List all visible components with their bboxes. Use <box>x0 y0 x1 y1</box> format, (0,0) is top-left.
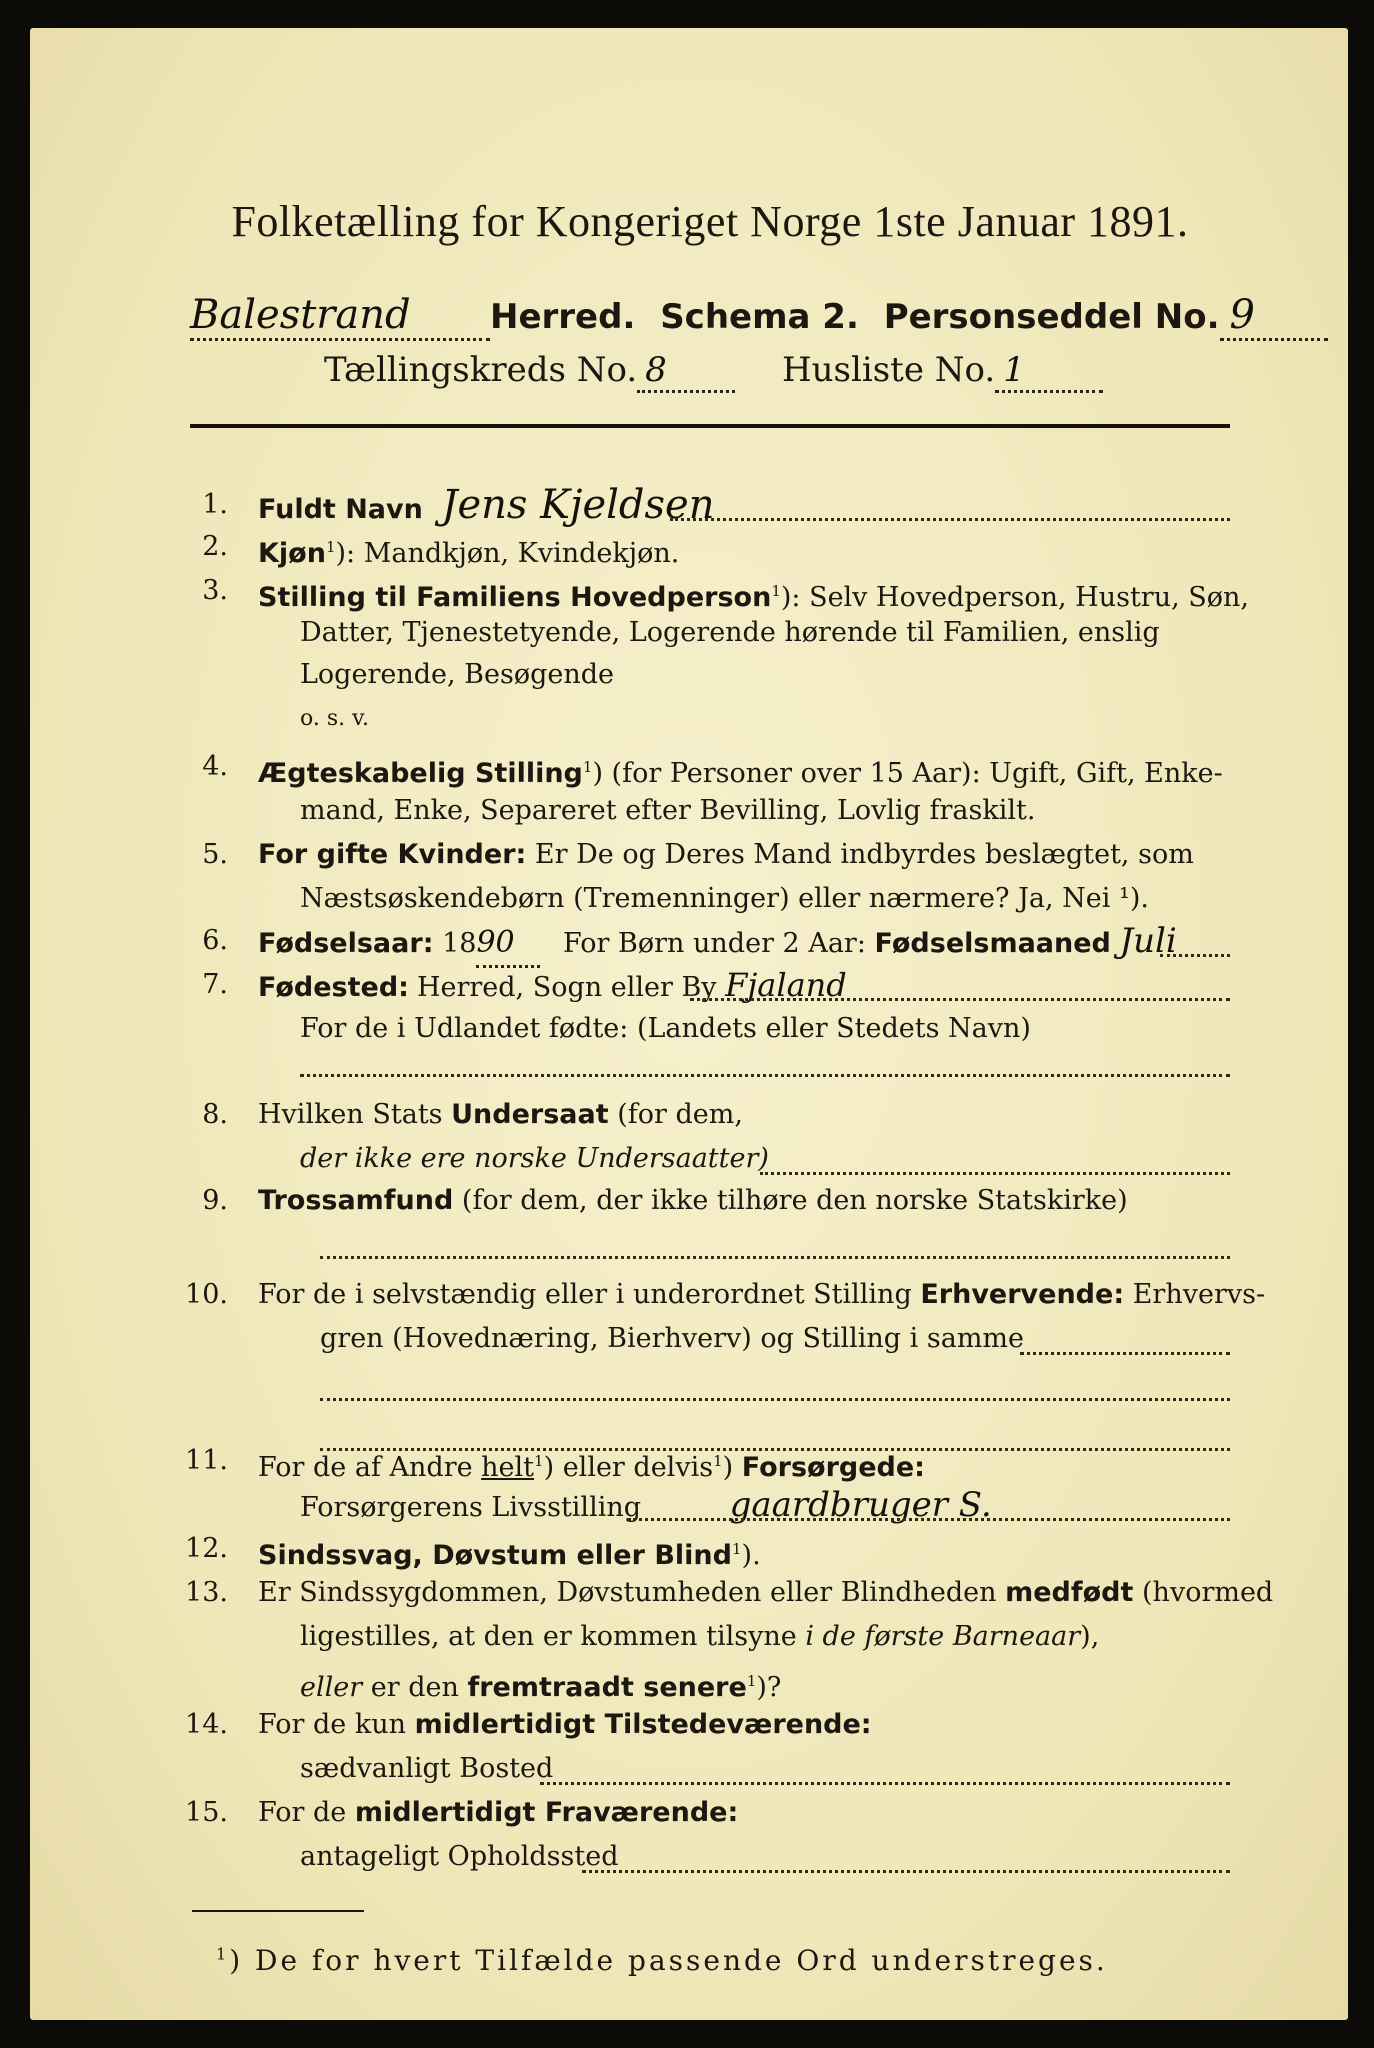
item-3-line1: Stilling til Familiens Hovedperson$^1$): Selv Hovedperson, Hustru, Søn, <box>258 582 1249 613</box>
item-text: )? <box>756 1672 782 1703</box>
dotted-fill <box>1020 1352 1230 1355</box>
footnote-rule <box>192 1910 364 1912</box>
item-label: For gifte Kvinder: <box>258 839 527 870</box>
item-label: Fødselsaar: <box>258 928 434 959</box>
birthplace-value: Fjaland <box>725 966 847 1004</box>
form-title: Folketælling for Kongeriget Norge 1ste Januar 1891. <box>231 197 1189 246</box>
dotted-fill <box>320 1256 1230 1259</box>
item-label: Fuldt Navn <box>258 494 423 525</box>
item-text: Næstsøskendebørn (Tremenninger) eller nærmere? Ja, Nei ¹). <box>300 883 1149 914</box>
item-label: Fødselsmaaned <box>874 928 1111 959</box>
item-label: Kjøn <box>258 538 326 569</box>
item-8-line1 <box>258 1094 1230 1136</box>
gender-options: Mandkjøn, Kvindekjøn. <box>363 538 680 569</box>
personseddel-label: Personseddel No. <box>883 297 1220 337</box>
census-form <box>30 28 1348 2020</box>
footnote <box>216 1944 1108 1977</box>
item-text: mand, Enke, Separeret efter Bevilling, Lovlig fraskilt. <box>300 795 1036 826</box>
item-text: Hvilken Stats <box>258 1099 443 1130</box>
year-value: 90 <box>476 925 515 960</box>
item-text: For de <box>258 1797 347 1828</box>
item-text: For Børn under 2 Aar: <box>563 928 866 959</box>
year-field <box>476 922 540 968</box>
item-label: Erhvervende: <box>920 1279 1125 1310</box>
item-text: antageligt Opholdssted <box>300 1841 619 1872</box>
dotted-fill <box>1160 954 1230 957</box>
item-number: 11. <box>185 1445 228 1476</box>
item-text: Herred, Sogn eller By <box>416 972 717 1003</box>
header-line-kreds <box>324 350 1103 393</box>
dotted-fill <box>690 998 1230 1001</box>
helt-underlined: helt <box>481 1452 535 1483</box>
item-text: Erhvervs- <box>1132 1279 1266 1310</box>
item-text: For de i Udlandet fødte: (Landets eller Stedets Navn) <box>300 1013 1031 1044</box>
footnote-text: ) De for hvert Tilfælde passende Ord understreges. <box>229 1944 1108 1977</box>
item-number: 12. <box>185 1533 228 1564</box>
provider-occupation-value: gaardbruger S. <box>729 1485 992 1525</box>
year-prefix: 18 <box>442 928 477 959</box>
item-number: 2. <box>202 531 228 562</box>
item-number: 14. <box>185 1709 228 1740</box>
item-13-line1 <box>258 1572 1274 1614</box>
item-number: 5. <box>202 839 228 870</box>
item-4-line1: Ægteskabelig Stilling$^1$) (for Personer over 15 Aar): Ugift, Gift, Enke- <box>258 758 1223 789</box>
dotted-fill <box>320 1398 1230 1401</box>
item-text: ), <box>1080 1621 1100 1652</box>
husliste-value: 1 <box>1003 350 1025 390</box>
item-15-line1 <box>258 1792 1230 1834</box>
item-text: Er De og Deres Mand indbyrdes beslægtet, som <box>534 839 1194 870</box>
item-text: Datter, Tjenestetyende, Logerende hørende til Familien, enslig <box>300 617 1160 648</box>
item-text: (for dem, der ikke tilhøre den norske Statskirke) <box>461 1185 1128 1216</box>
item-text: For de kun <box>258 1709 406 1740</box>
item-label: midlertidigt Fraværende: <box>354 1797 739 1828</box>
item-text: o. s. v. <box>300 706 369 731</box>
item-text: (for dem, <box>617 1099 743 1130</box>
item-11-line2 <box>300 1484 1230 1529</box>
item-text: ligestilles, at den er kommen tilsyne <box>300 1621 797 1652</box>
header-rule <box>190 424 1230 428</box>
item-7-line1 <box>258 964 1230 1009</box>
kreds-label: Tællingskreds No. <box>324 350 638 390</box>
item-14-line1 <box>258 1704 1230 1746</box>
dotted-fill <box>760 1172 1230 1175</box>
herred-value: Balestrand <box>190 292 411 338</box>
item-9-line <box>258 1180 1230 1222</box>
item-6-line <box>258 920 1230 968</box>
item-label: midlertidigt Tilstedeværende: <box>414 1709 872 1740</box>
item-text: sædvanligt Bosted <box>300 1753 554 1784</box>
item-11-line1: For de af Andre helt$^1$) eller delvis$^1$) Forsørgede: <box>258 1452 925 1483</box>
item-number: 13. <box>185 1577 228 1608</box>
item-text: ). <box>741 1540 761 1571</box>
item-13-line3: eller er den fremtraadt senere$^1$)? <box>300 1672 782 1703</box>
item-text: der ikke ere norske Undersaatter) <box>300 1143 769 1174</box>
item-text: eller delvis <box>562 1452 714 1483</box>
item-number: 10. <box>185 1279 228 1310</box>
item-2-line: Kjøn$^1$): Mandkjøn, Kvindekjøn. <box>258 538 680 569</box>
item-text: For de af Andre <box>258 1452 473 1483</box>
kreds-field <box>637 350 735 393</box>
dotted-fill <box>670 518 1230 521</box>
schema-label: Schema 2. <box>660 297 859 337</box>
husliste-label: Husliste No. <box>781 350 996 390</box>
item-12-line: Sindssvag, Døvstum eller Blind$^1$). <box>258 1540 761 1571</box>
dotted-fill <box>628 1518 1230 1521</box>
item-number: 7. <box>202 969 228 1000</box>
month-value: Juli <box>1119 921 1177 961</box>
item-number: 4. <box>202 751 228 782</box>
item-text: Forsørgerens Livsstilling <box>300 1492 642 1523</box>
item-number: 15. <box>185 1797 228 1828</box>
item-text: (hvormed <box>1142 1577 1274 1608</box>
item-label: Fødested: <box>258 972 409 1003</box>
header-line-herred <box>190 292 1328 341</box>
item-label: Ægteskabelig Stilling <box>258 758 583 789</box>
item-text: Logerende, Besøgende <box>300 659 614 690</box>
dotted-fill <box>540 1782 1230 1785</box>
item-label: Sindssvag, Døvstum eller Blind <box>258 1540 732 1571</box>
item-label: Trossamfund <box>258 1185 454 1216</box>
item-text: For de i selvstændig eller i underordnet Stilling <box>258 1279 912 1310</box>
personseddel-value: 9 <box>1229 292 1255 338</box>
footnote-mark: 1 <box>325 538 336 556</box>
item-text: Er Sindssygdommen, Døvstumheden eller Blindheden <box>258 1577 997 1608</box>
item-text: eller <box>300 1672 363 1703</box>
item-label: Undersaat <box>451 1099 609 1130</box>
item-number: 8. <box>202 1099 228 1130</box>
dotted-fill <box>582 1870 1230 1873</box>
dotted-fill <box>300 1074 1230 1077</box>
husliste-field <box>995 350 1103 393</box>
item-1-line <box>258 484 1230 531</box>
item-label: fremtraadt senere <box>467 1672 747 1703</box>
item-number: 9. <box>202 1185 228 1216</box>
herred-field <box>190 292 490 341</box>
personseddel-field <box>1220 292 1328 341</box>
herred-label: Herred. <box>490 297 636 337</box>
item-number: 6. <box>202 925 228 956</box>
item-10-line1 <box>258 1274 1266 1316</box>
item-label: Forsørgede: <box>741 1452 925 1483</box>
item-text: gren (Hovednæring, Bierhverv) og Stilling i samme <box>320 1323 1025 1354</box>
name-value: Jens Kjeldsen <box>441 482 715 528</box>
footnote-mark: 1 <box>216 1944 230 1964</box>
item-5-line1 <box>258 834 1230 876</box>
item-number: 3. <box>202 575 228 606</box>
item-text: er den <box>370 1672 459 1703</box>
item-number: 1. <box>202 489 228 520</box>
item-text: ) (for Personer over 15 Aar): Ugift, Gift, Enke- <box>592 758 1223 789</box>
item-label: Stilling til Familiens Hovedperson <box>258 582 772 613</box>
kreds-value: 8 <box>645 350 667 390</box>
item-text: ): Selv Hovedperson, Hustru, Søn, <box>780 582 1249 613</box>
item-label: medfødt <box>1005 1577 1134 1608</box>
item-13-line2 <box>300 1616 1230 1658</box>
item-text: i de første Barneaar <box>805 1621 1081 1652</box>
